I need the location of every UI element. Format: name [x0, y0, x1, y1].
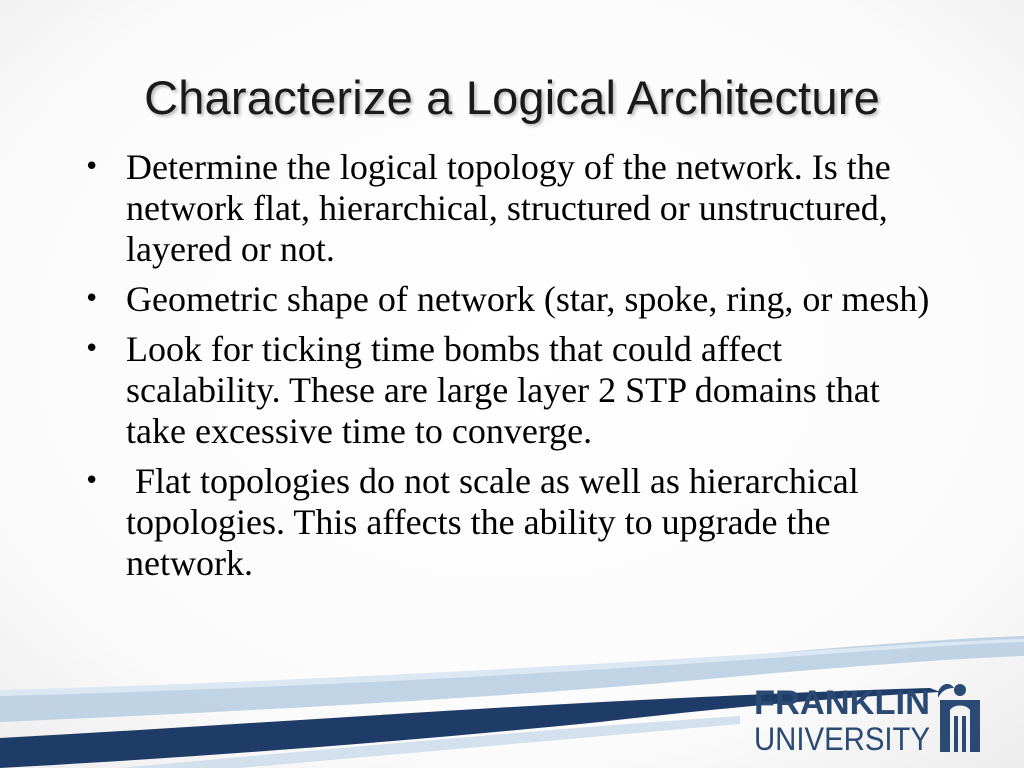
bullet-item — [84, 329, 944, 452]
logo-emblem-icon — [938, 684, 980, 752]
bullet-text: Look for ticking time bombs that could affect scalability. These are large layer 2 STP domains that take excessive time to converge. — [126, 329, 880, 451]
bullet-text: Geometric shape of network (star, spoke, ring, or mesh) — [126, 279, 930, 319]
slide-title: Characterize a Logical Architecture — [144, 71, 880, 124]
logo-word-franklin: FRANKLIN — [754, 684, 930, 722]
bullet-marker: • — [84, 466, 100, 496]
bullet-text: Determine the logical topology of the network. Is the network flat, hierarchical, structured or unstructured, layered or not. — [126, 147, 891, 269]
bullet-item — [84, 279, 944, 320]
bullet-item — [84, 147, 944, 270]
bullet-list — [84, 147, 944, 593]
bullet-item — [84, 461, 944, 584]
bullet-marker: • — [84, 284, 100, 314]
logo-word-university: UNIVERSITY — [754, 721, 930, 757]
franklin-university-logo — [752, 680, 992, 758]
bullet-text: Flat topologies do not scale as well as hierarchical topologies. This affects the ability to upgrade the network. — [126, 461, 868, 583]
bullet-marker: • — [84, 152, 100, 182]
bullet-marker: • — [84, 334, 100, 364]
